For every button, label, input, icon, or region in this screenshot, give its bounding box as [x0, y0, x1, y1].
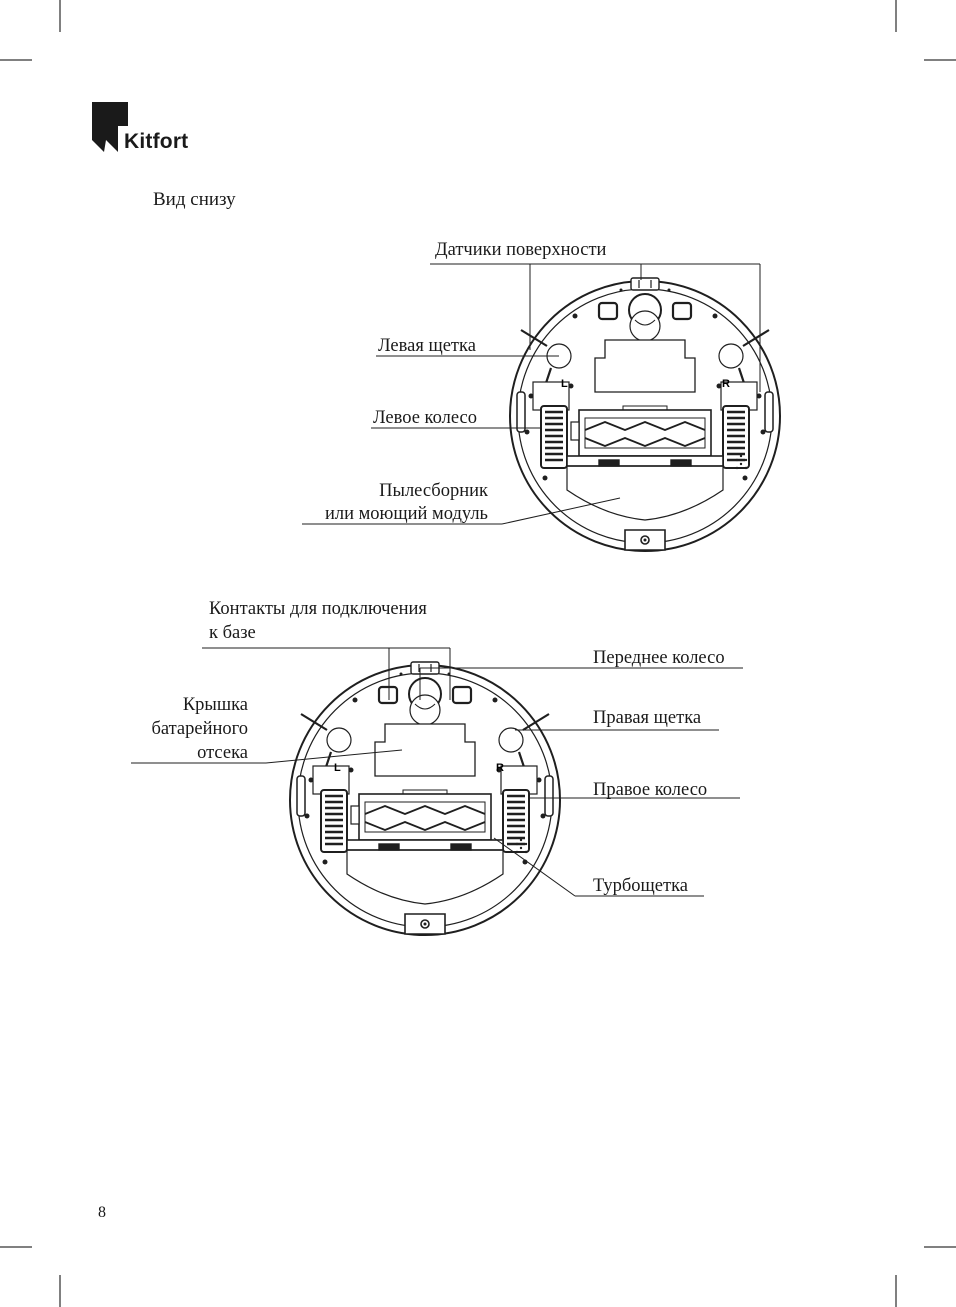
- label-battery-cover-line2: батарейного: [151, 719, 248, 739]
- label-surface-sensors: Датчики поверхности: [435, 240, 607, 260]
- label-charging-contacts-line1: Контакты для подключения: [209, 599, 427, 619]
- brand-logo-text: Kitfort: [124, 130, 189, 153]
- left-wheel-mark-bottom: L: [334, 762, 341, 774]
- robot-top: [510, 278, 780, 551]
- page-number: 8: [98, 1204, 106, 1221]
- label-charging-contacts-line2: к базе: [209, 623, 256, 643]
- label-battery-cover-line3: отсека: [197, 743, 248, 763]
- label-dustbin-line1: Пылесборник: [379, 481, 488, 501]
- label-battery-cover-line1: Крышка: [182, 695, 248, 715]
- label-front-wheel: Переднее колесо: [593, 648, 725, 668]
- robot-bottom: [290, 662, 560, 935]
- label-right-wheel: Правое колесо: [593, 780, 708, 800]
- right-wheel-mark-top: R: [722, 378, 730, 390]
- label-left-brush: Левая щетка: [378, 336, 476, 356]
- label-left-wheel: Левое колесо: [373, 408, 477, 428]
- label-right-brush: Правая щетка: [593, 708, 702, 728]
- left-wheel-mark-top: L: [561, 378, 568, 390]
- right-wheel-mark-bottom: R: [496, 762, 504, 774]
- kitfort-logo-icon: [92, 102, 128, 152]
- label-dustbin-line2: или моющий модуль: [324, 504, 488, 524]
- section-title: Вид снизу: [153, 189, 236, 210]
- label-turbo-brush: Турбощетка: [593, 876, 689, 896]
